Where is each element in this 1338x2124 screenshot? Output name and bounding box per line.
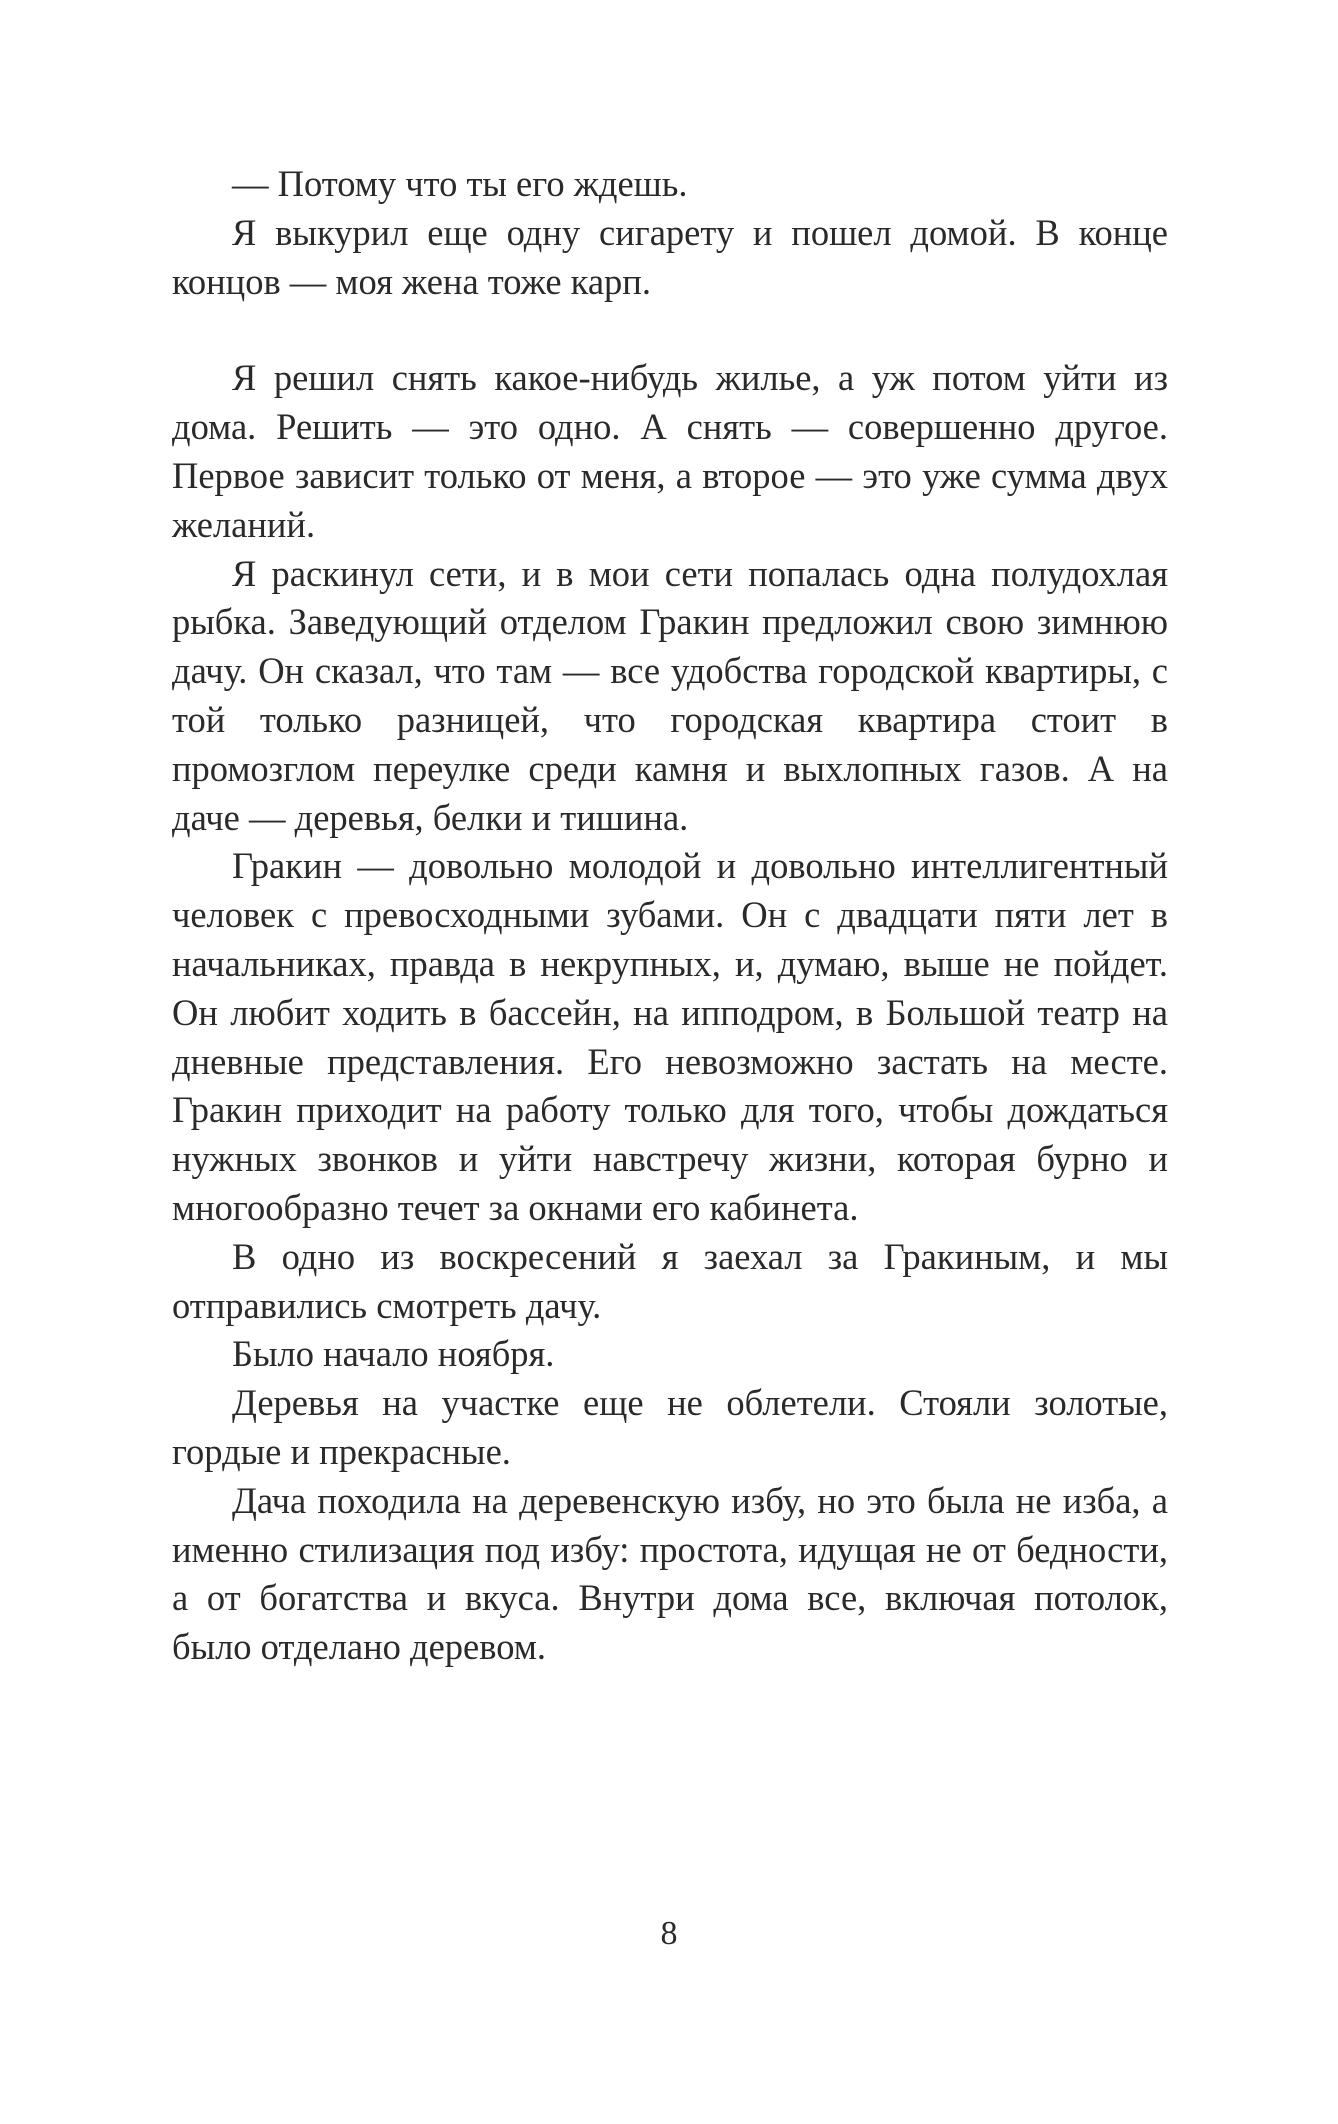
paragraph: Гракин — довольно молодой и довольно интеллигентный человек с превосходными зубами. Он с двадцати пяти лет в начальниках, правда в некрупных, и, думаю, выше не пойдет. Он любит ходить в бассейн, на ипподром, в Большой театр на дневные представления. Его невозможно застать на месте. Гракин приходит на работу только для того, чтобы дождаться нужных звонков и уйти навстречу жизни, которая бурно и многообразно течет за окнами его кабинета. bbox=[172, 845, 1168, 1228]
body-text bbox=[172, 160, 1168, 1672]
paragraph: Было начало ноября. bbox=[232, 1333, 555, 1375]
paragraph: В одно из воскресений я заехал за Гракиным, и мы отправились смотреть дачу. bbox=[172, 1235, 1168, 1326]
page-number: 8 bbox=[660, 1915, 678, 1952]
paragraph: Я решил снять какое-нибудь жилье, а уж потом уйти из дома. Решить — это одно. А снять — совершенно другое. Первое зависит только от меня, а второе — это уже сумма двух желаний. bbox=[172, 357, 1168, 545]
paragraph: Деревья на участке еще не облетели. Стояли золотые, гордые и прекрасные. bbox=[172, 1382, 1168, 1472]
section-break bbox=[172, 306, 1168, 354]
paragraph: Я раскинул сети, и в мои сети попалась одна полудохлая рыбка. Заведующий отделом Гракин предложил свою зимнюю дачу. Он сказал, что там — все удобства городской квартиры, с той только разницей, что городская квартира стоит в промозглом переулке среди камня и выхлопных газов. А на даче — деревья, белки и тишина. bbox=[172, 552, 1168, 838]
paragraph: Я выкурил еще одну сигарету и пошел домой. В конце концов — моя жена тоже карп. bbox=[172, 211, 1168, 302]
paragraph: — Потому что ты его ждешь. bbox=[232, 163, 688, 204]
paragraph: Дача походила на деревенскую избу, но это была не изба, а именно стилизация под избу: простота, идущая не от бедности, а от богатства и вкуса. Внутри дома все, включая потолок, было отделано деревом. bbox=[172, 1479, 1168, 1668]
